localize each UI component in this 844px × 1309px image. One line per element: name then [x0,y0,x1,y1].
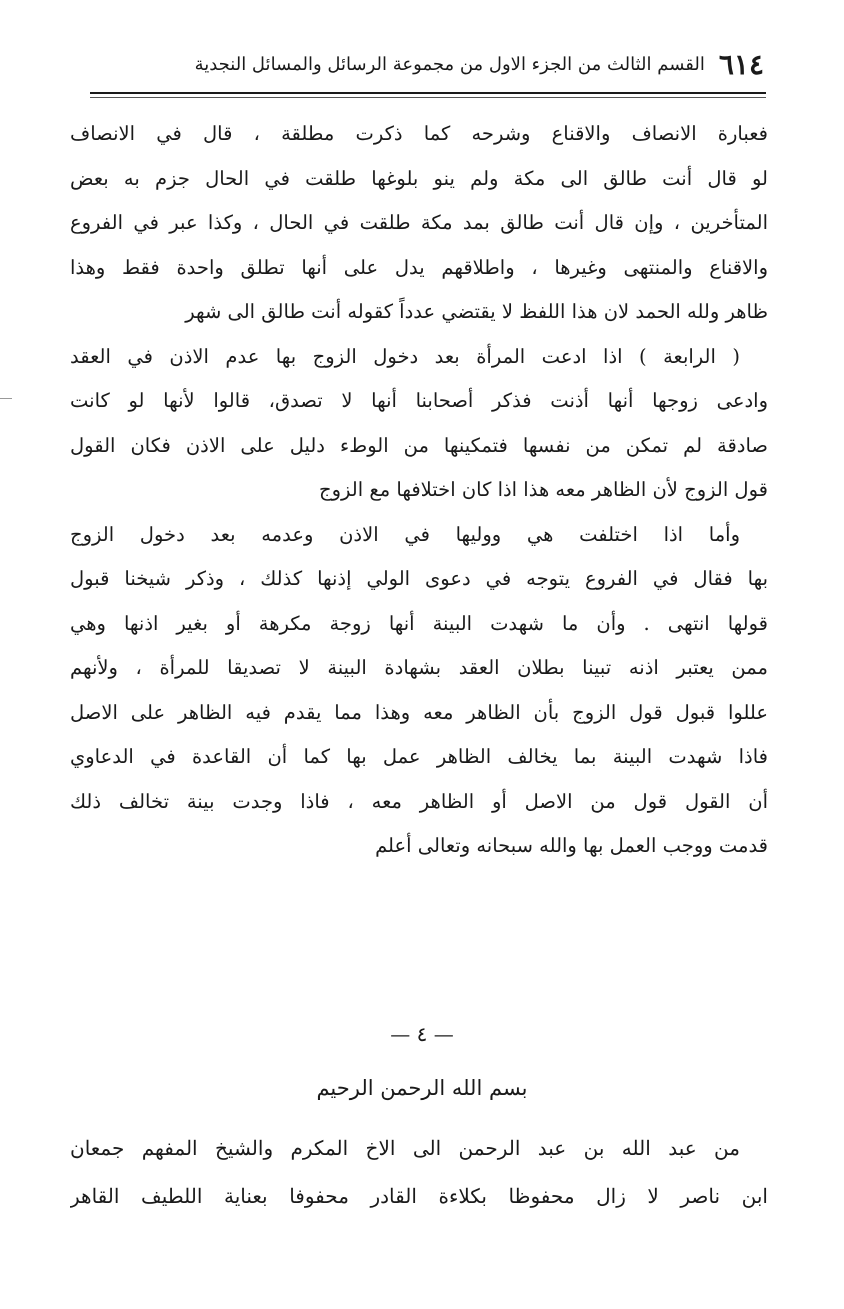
text-line: بها فقال في الفروع يتوجه في دعوى الولي إذنها كذلك ، وذكر شيخنا قبول [70,567,768,590]
text-line: لو قال أنت طالق الى مكة ولم ينو بلوغها طلقت في الحال جزم به بعض [70,166,768,190]
text-line: وأما اذا اختلفت هي ووليها في الاذن وعدمه بعد دخول الزوج [70,522,740,546]
text-line: ( الرابعة ) اذا ادعت المرأة بعد دخول الزوج بها عدم الاذن في العقد [70,344,740,368]
section-separator: — ٤ — [390,1022,454,1046]
text-line: المتأخرين ، وإن قال أنت طالق بمد مكة طلقت في الحال ، وكذا عبر في الفروع [70,211,768,234]
text-line: فاذا شهدت البينة بما يخالف الظاهر عمل بها كما أن القاعدة في الدعاوي [70,745,768,768]
text-line: ممن يعتبر اذنه تبينا بطلان العقد بشهادة البينة لا تصديقا للمرأة ، ولأنهم [70,656,768,679]
body-text [70,112,768,869]
header-rule-thin [90,97,766,98]
page-number: ٦١٤ [718,47,764,81]
basmala-heading: بسم الله الرحمن الرحيم [316,1076,528,1100]
text-line: عللوا قبول قول الزوج بأن الظاهر معه وهذا مما يقدم فيه الظاهر على الاصل [70,700,768,724]
text-line: قدمت ووجب العمل بها والله سبحانه وتعالى أعلم [375,834,768,857]
text-line: ابن ناصر لا زال محفوظا بكلاءة القادر محفوفا بعناية اللطيف القاهر [70,1184,768,1208]
text-line: فعبارة الانصاف والاقناع وشرحه كما ذكرت مطلقة ، قال في الانصاف [70,122,768,145]
text-line: أن القول قول من الاصل أو الظاهر معه ، فاذا وجدت بينة تخالف ذلك [70,789,768,813]
text-line: صادقة لم تمكن من نفسها فتمكينها من الوطء دليل على الاذن فكان القول [70,433,768,457]
header-rule [90,92,766,94]
letter-text [70,1124,768,1220]
text-line: قولها انتهى . وأن ما شهدت البينة أنها زوجة مكرهة أو بغير اذنها وهي [70,611,768,635]
text-line: ظاهر ولله الحمد لان هذا اللفظ لا يقتضي عدداً كقوله أنت طالق الى شهر [185,300,768,323]
text-line: وادعى زوجها أنها أذنت فذكر أصحابنا أنها لا تصدق، قالوا لأنها لو كانت [70,389,768,412]
text-line: والاقناع والمنتهى وغيرها ، واطلاقهم يدل على أنها تطلق واحدة فقط وهذا [70,255,768,279]
text-line: قول الزوج لأن الظاهر معه هذا اذا كان اختلافها مع الزوج [319,478,768,501]
running-title: القسم الثالث من الجزء الاول من مجموعة الرسائل والمسائل النجدية [194,53,705,75]
text-line: من عبد الله بن عبد الرحمن الى الاخ المكرم والشيخ المفهم جمعان [70,1136,740,1160]
page-header [92,40,764,88]
margin-mark [0,398,12,399]
